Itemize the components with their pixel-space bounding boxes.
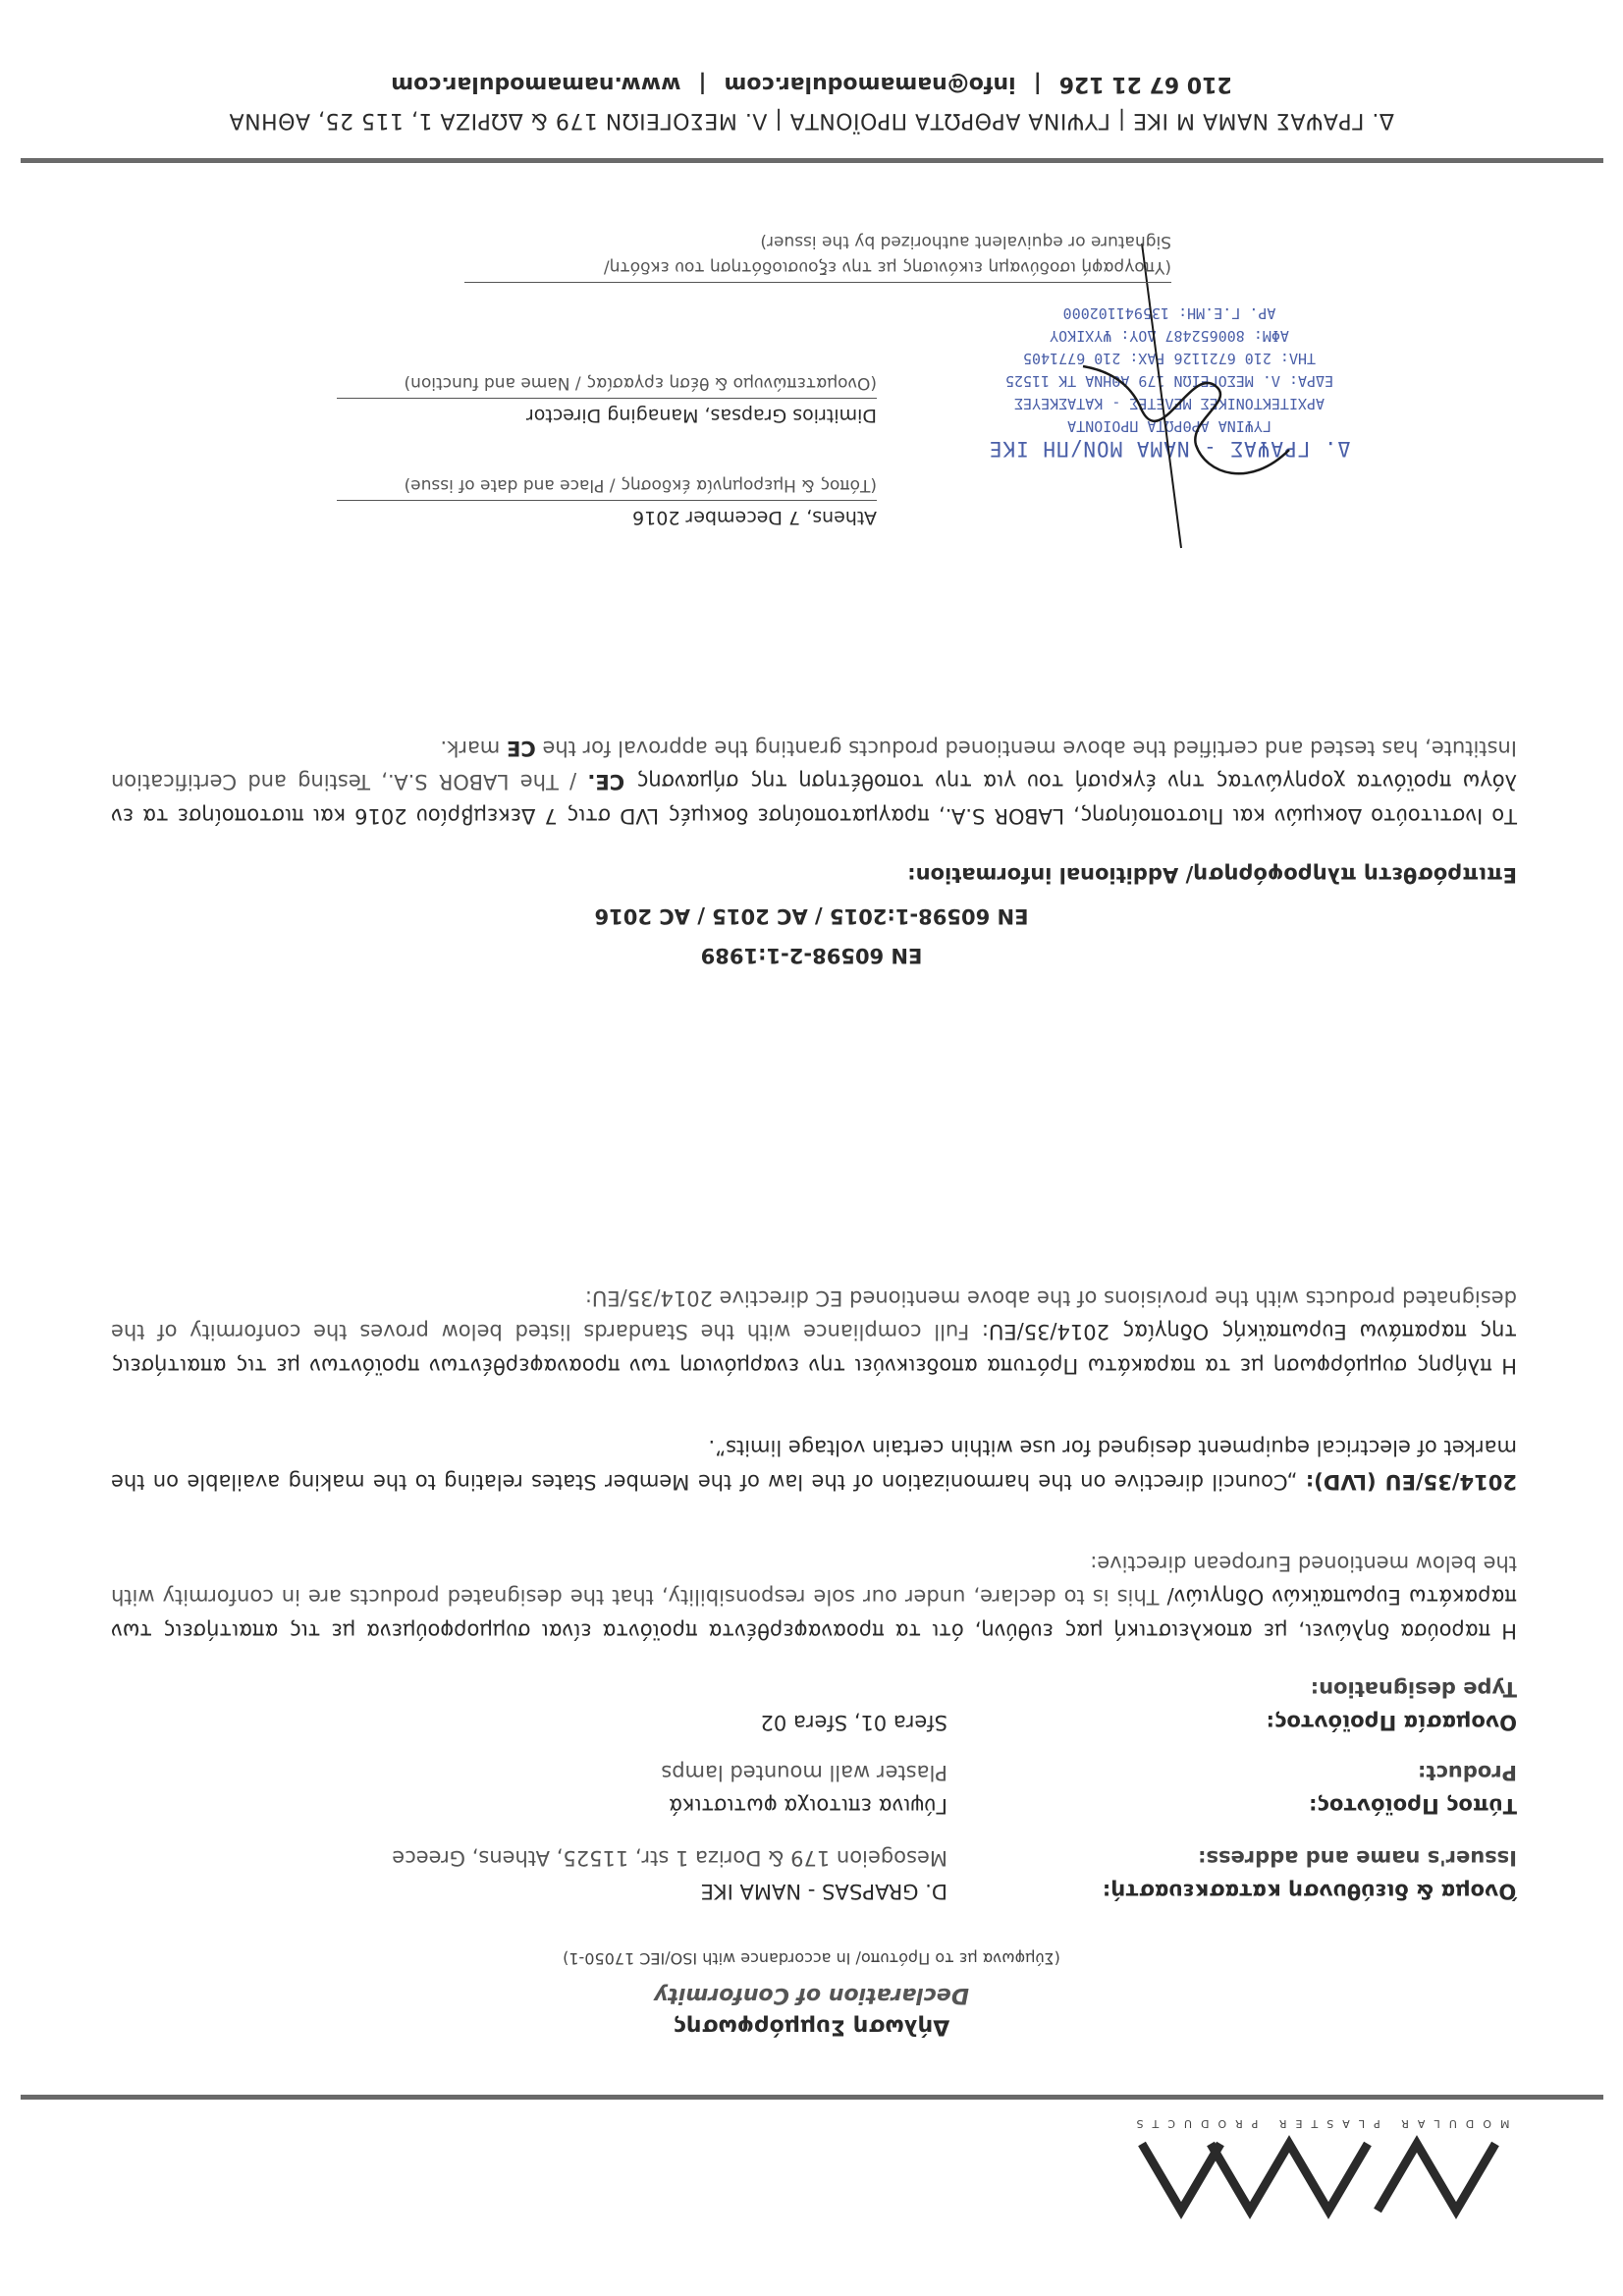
field-label-greek: Τύπος Προϊόντος: — [1309, 1794, 1517, 1818]
stamp-line: ΑΡΧΙΤΕΚΤΟΝΙΚΕΣ ΜΕΛΕΤΕΣ - ΚΑΤΑΣΚΕΥΕΣ — [1013, 395, 1325, 412]
field-label-greek: Όνομα & διεύθυνση κατασκευαστή: — [1102, 1880, 1517, 1903]
field-value-greek: Γύψινα επιτοιχα φωτιστικά — [669, 1794, 947, 1818]
footer-separator: | — [698, 72, 707, 96]
signatory-label: (Ονοματεπώνυμο & θέση εργασίας / Name and function) — [404, 373, 877, 393]
declaration-paragraph — [111, 1547, 1517, 1649]
additional-greek: Το Ινστιτούτο Δοκιμών και Πιστοποίησης, LABOR S.A., πραγματοποίησε δοκιμές LVD στις 7 Δεκεμβρίου 2016 και πιστοποίησε τα εν λόγω προϊόντα χορηγώντας την έγκρισή του για την τοποθέτηση της σήμανσης — [111, 770, 1517, 828]
handwritten-signature-icon — [1014, 244, 1407, 568]
place-date-label: (Τόπος & Ημερομηνία έκδοσης / Place and date of issue) — [404, 475, 877, 495]
standard-item: EN 60598-1:2015 / AC 2015 / AC 2016 — [594, 904, 1029, 928]
compliance-greek: Η πλήρης συμμόρφωση με τα παρακάτω Πρότυπα αποδεικνύει την εναρμόνιση των προαναφερθέντων προϊόντων με τις απαιτήσεις της παραπάνω Ευρωπαϊκής Οδηγίας 2014/35/EU: — [111, 1320, 1517, 1378]
compliance-english: Full compliance with the Standards listed below proves the conformity of the designated products with the provisions of the above mentioned EC directive 2014/35/EU: — [110, 1286, 1517, 1344]
title-english: Declaration of Conformity — [654, 1983, 969, 2007]
nama-logo — [1122, 2114, 1515, 2222]
ce-mark-text: CE. — [587, 770, 636, 794]
title-subtitle: (Σύμφωνα με το Πρότυπο/ In accordance with ISO/IEC 17050-1) — [563, 1949, 1060, 1968]
title-greek: Δήλωση Συμμόρφωσης — [673, 2014, 950, 2039]
place-date-line — [337, 500, 877, 501]
place-date-value: Athens, 7 December 2016 — [632, 507, 877, 528]
signatory-name: Dimitrios Grapsas, Managing Director — [525, 405, 877, 426]
field-value-greek: D. GRAPSAS - NAMA IKE — [700, 1880, 947, 1903]
header-divider — [21, 2095, 1603, 2100]
stamp-line: ΑΦΜ: 800652487 ΔΟΥ: ΨΥΧΙΚΟΥ — [1050, 327, 1289, 345]
logo-tagline: MODULAR PLASTER PRODUCTS — [1127, 2117, 1510, 2130]
footer-contact-line — [0, 72, 1623, 96]
signature-line — [464, 282, 1171, 283]
lvd-text: „Council directive on the harmonization of the law of the Member States relating to the making available on the market of electrical equipment designed for use within certain voltage limits”. — [111, 1436, 1517, 1494]
declaration-greek: Η παρούσα δηλώνει, με αποκλειστική μας ευθύνη, ότι τα προαναφερθέντα προϊόντα είναι συμμορφούμενα με τις απαιτήσεις των παρακάτω Ευρωπαϊκών Οδηγιών/ — [111, 1585, 1517, 1643]
footer-company-line: Δ. ΓΡΑΨΑΣ ΝΑΜΑ Μ ΙΚΕ | ΓΥΨΙΝΑ ΑΡΘΡΩΤΑ ΠΡΟΪΟΝΤΑ | Λ. ΜΕΣΟΓΕΙΩΝ 179 & ΔΩΡΙΖΑ 1, 115 25, ΑΘΗΝΑ — [229, 108, 1394, 133]
additional-english-end: mark. — [440, 737, 507, 760]
stamp-line: Δ. ΓΡΑΨΑΣ - ΝΑΜΑ ΜΟΝ/ΠΗ ΙΚΕ — [988, 437, 1351, 461]
stamp-line: ΑΡ. Γ.Ε.ΜΗ: 135941102000 — [1062, 304, 1276, 322]
field-label-english: Issuer's name and address: — [1198, 1846, 1517, 1870]
lvd-paragraph — [111, 1431, 1517, 1499]
footer-separator: | — [1033, 72, 1042, 96]
nama-logo-icon — [1122, 2134, 1515, 2222]
stamp-line: ΓΥΨΙΝΑ ΑΡΘΡΩΤΑ ΠΡΟΙΟΝΤΑ — [1067, 417, 1271, 435]
footer-website-link[interactable]: www.namamodular.com — [391, 72, 681, 96]
footer-email-link[interactable]: info@namamodular.com — [724, 72, 1016, 96]
field-label-greek: Ονομασία Προϊόντος: — [1266, 1711, 1517, 1734]
lvd-code: 2014/35/EU (LVD): — [1305, 1470, 1517, 1494]
declaration-english: This is to declare, under our sole responsibility, that the designated products are in conformity with the below mentioned European directive: — [111, 1552, 1517, 1610]
additional-heading-english: Additional information: — [907, 863, 1186, 887]
signatory-line — [337, 398, 877, 399]
footer-divider — [21, 158, 1603, 163]
standard-item: EN 60598-2-1:1989 — [700, 944, 923, 967]
stamp-line: ΕΔΡΑ: Λ. ΜΕΣΟΓΕΙΩΝ 179 ΑΘΗΝΑ ΤΚ 11525 — [1004, 372, 1334, 390]
field-value-english: Mesogeion 179 & Doriza 1 str, 11525, Athens, Greece — [392, 1846, 947, 1870]
additional-info-paragraph — [111, 732, 1517, 834]
additional-heading-greek: Επιπρόσθετη πληροφόρηση/ — [1185, 863, 1517, 887]
footer-phone: 210 67 21 126 — [1058, 72, 1232, 96]
stamp-line: ΤΗΛ: 210 6721126 FAX: 210 6771405 — [1023, 350, 1317, 367]
additional-info-heading — [907, 863, 1517, 887]
field-label-english: Type designation: — [1310, 1677, 1517, 1701]
field-label-english: Product: — [1417, 1761, 1517, 1784]
signature-label: (Υπογραφή ισοδύναμη εικόνισης με την εξουσιοδότηση του εκδότη/ — [603, 257, 1171, 277]
signature-label: Signature or equivalent authorized by the issuer) — [760, 232, 1171, 251]
compliance-paragraph — [111, 1282, 1517, 1384]
field-value-greek: Sfera 01, Sfera 02 — [760, 1711, 947, 1734]
ce-mark-text: CE — [506, 737, 536, 760]
additional-english: / The LABOR S.A., Testing and Certification Institute, has tested and certified the above mentioned products granting the approval for the — [111, 737, 1517, 794]
field-value-english: Plaster wall mounted lamps — [661, 1761, 947, 1784]
